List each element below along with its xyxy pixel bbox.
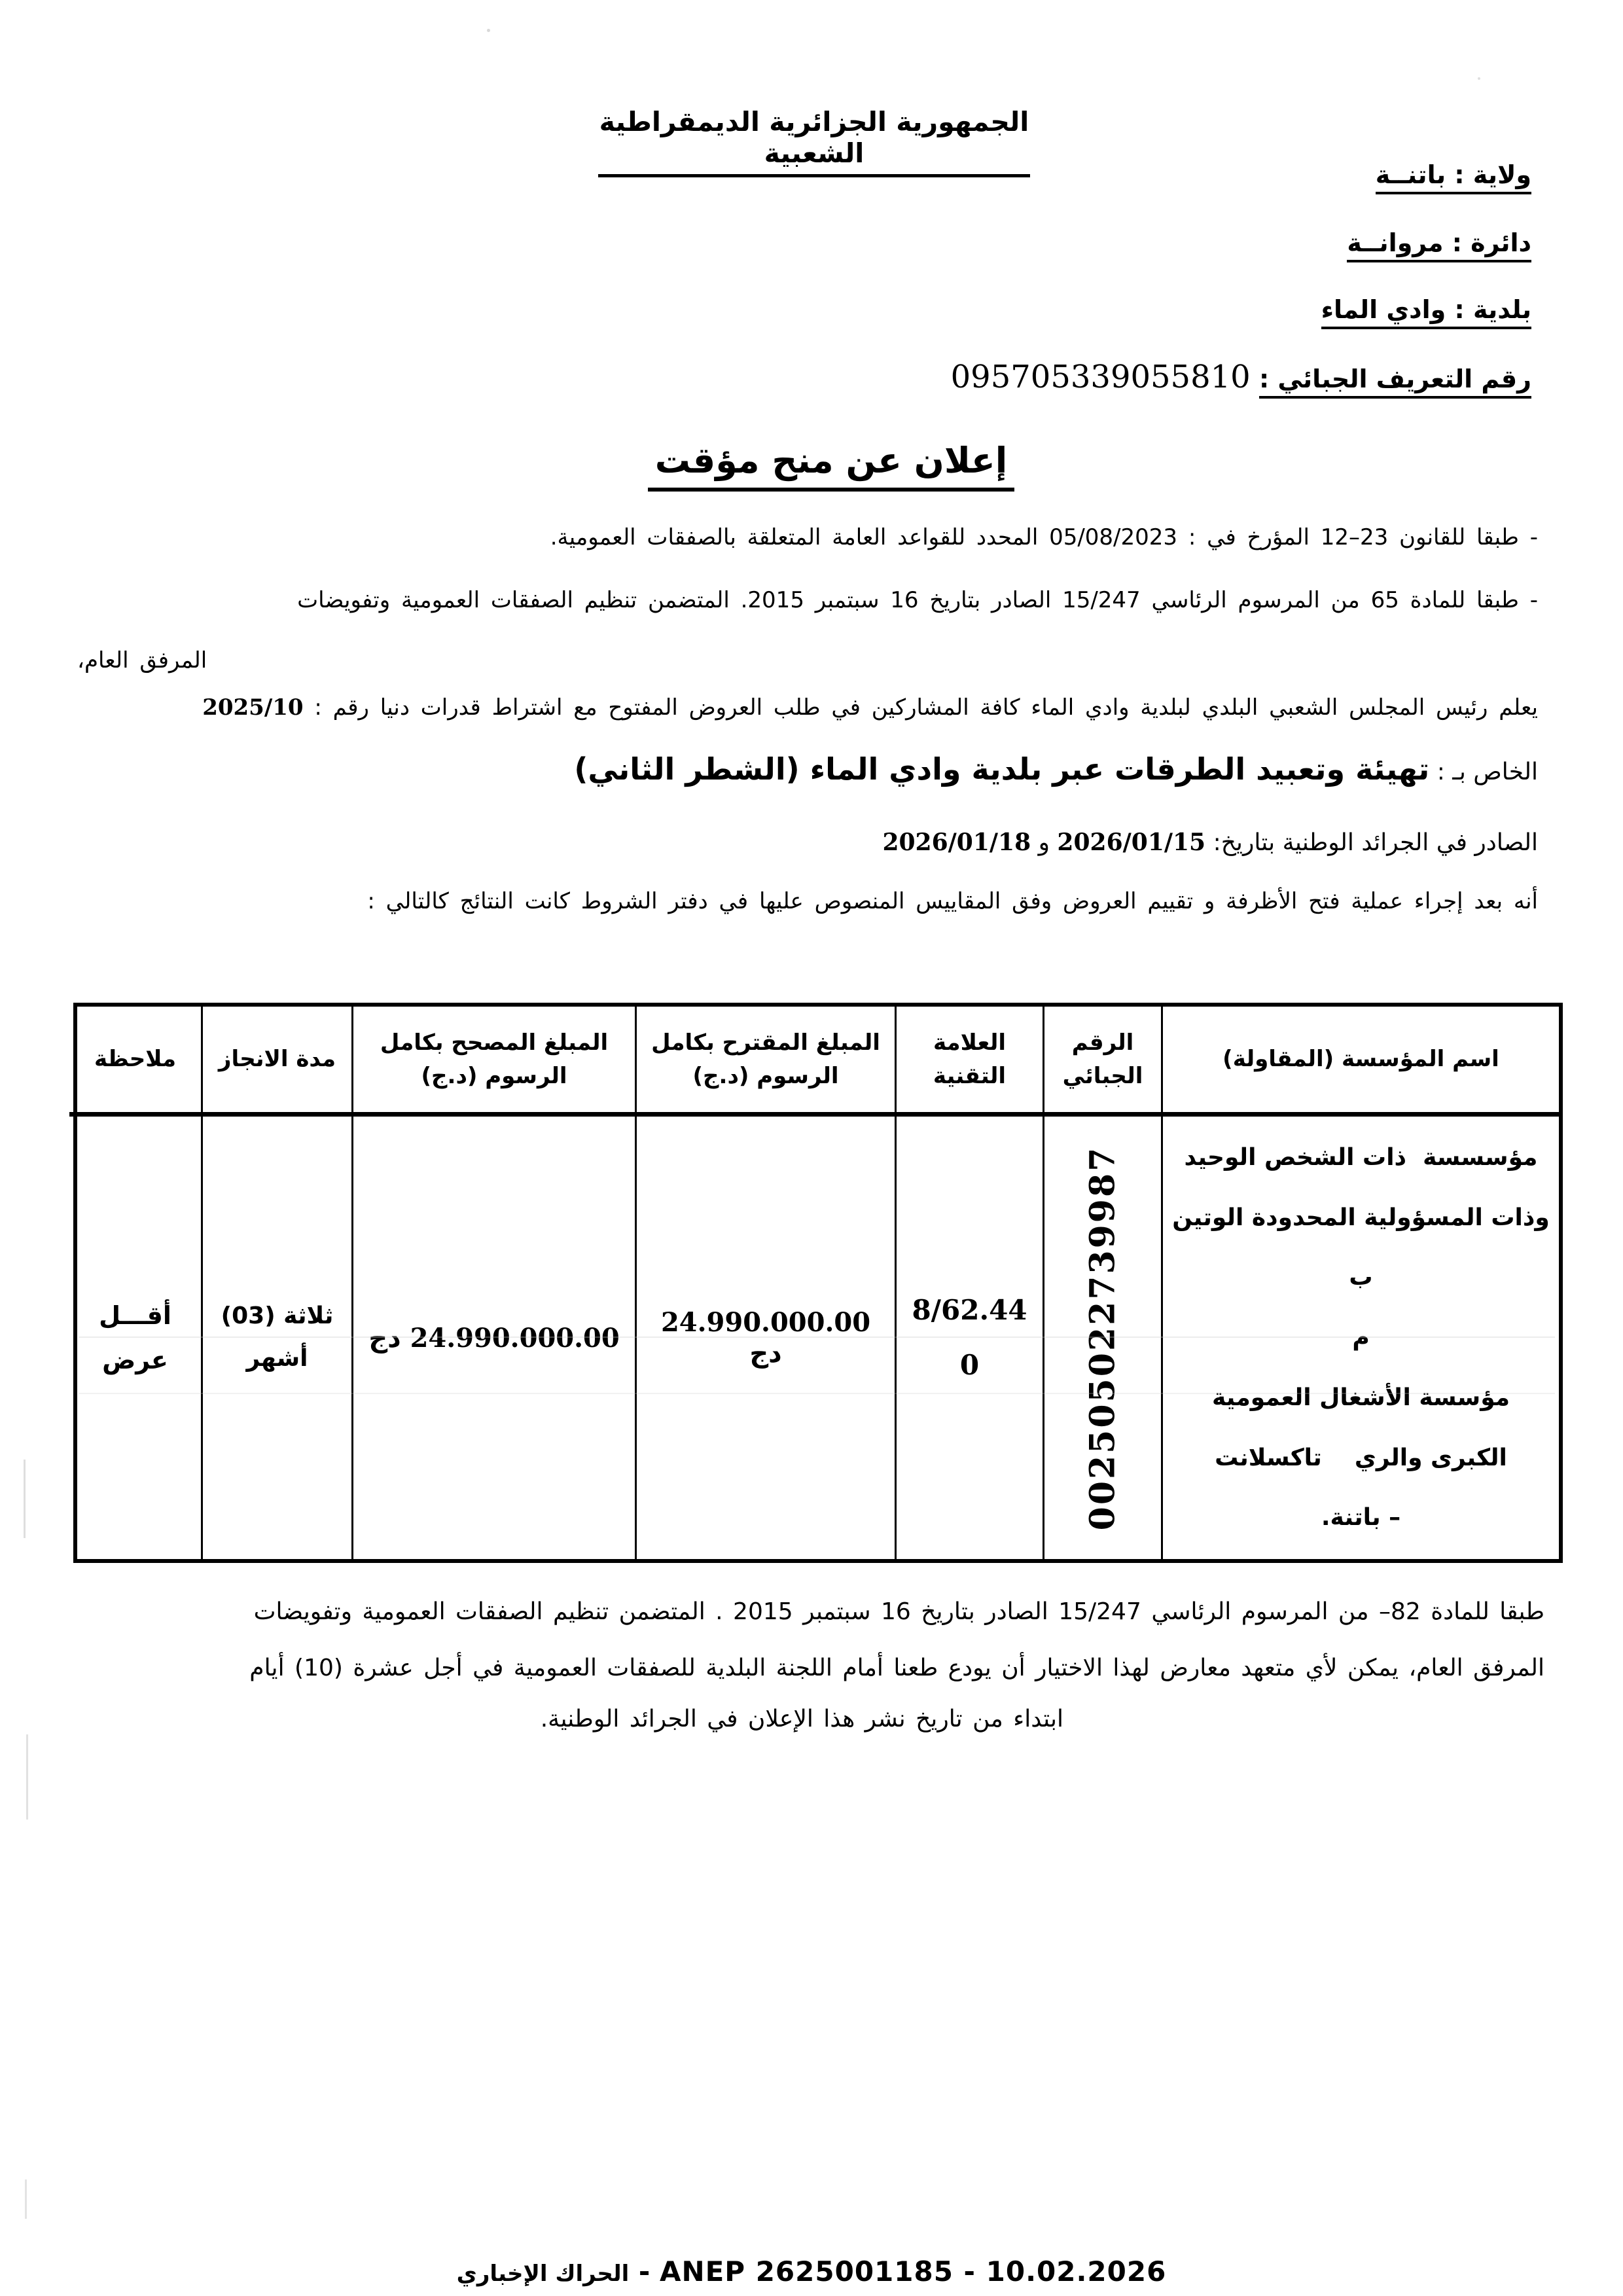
cell-fiscal-number xyxy=(1043,1117,1161,1559)
tax-id-line xyxy=(951,359,1531,395)
tax-id-value: 095705339055810 xyxy=(950,359,1251,395)
page-title: إعلان عن منح مؤقت xyxy=(648,440,1014,492)
footer-agency-name: الحراك الإخباري xyxy=(456,2261,630,2287)
appeal-line-3: ابتداء من تاريخ نشر هذا الإعلان في الجرائد الوطنية. xyxy=(540,1706,1063,1732)
publication-label: الصادر في الجرائد الوطنية بتاريخ: xyxy=(1213,829,1538,856)
header-cell-proposed-amount: المبلغ المقترح بكامل الرسوم (د.ج) xyxy=(635,1007,895,1117)
scan-artifact xyxy=(26,1734,28,1820)
company-name-line-4: مؤسسة الأشغال العمومية xyxy=(1211,1384,1510,1411)
publication-date-2: 2026/01/18 xyxy=(882,829,1031,856)
announcement-line xyxy=(202,694,1538,722)
republic-header: الجمهورية الجزائرية الديمقراطية الشعبية xyxy=(598,106,1030,177)
footer-separator: - xyxy=(629,2255,660,2287)
header-cell-technical-score: العلامة التقنية xyxy=(895,1007,1043,1117)
publication-date-1: 2026/01/15 xyxy=(1057,829,1206,856)
results-table xyxy=(73,1003,1563,1563)
scan-artifact xyxy=(487,29,490,32)
publication-conjunction: و xyxy=(1038,829,1050,856)
appeal-line-2: المرفق العام، يمكن لأي متعهد معارض لهذا الاختيار أن يودع طعنا أمام اللجنة البلدية للصفقات العمومية في أجل عشرة (10) أيام xyxy=(249,1655,1544,1681)
law-bullet-1: - طبقا للقانون 23–12 المؤرخ في : 05/08/2023 المحدد للقواعد العامة المتعلقة بالصفقات العمومية. xyxy=(550,524,1538,550)
daira-line xyxy=(1347,229,1531,258)
announcement-text: يعلم رئيس المجلس الشعبي البلدي لبلدية وادي الماء كافة المشاركين في طلب العروض المفتوح مع اشتراط قدرات دنيا رقم : xyxy=(314,694,1538,721)
footer-anep-reference: ANEP 2625001185 - 10.02.2026 xyxy=(659,2255,1167,2287)
fiscal-number-rotated: 002505022739987 xyxy=(1082,1145,1123,1530)
company-name-line-1: مؤسسسة ذات الشخص الوحيد xyxy=(1184,1143,1538,1171)
scan-artifact xyxy=(1478,77,1480,80)
cell-corrected-amount: 24.990.000.00 دج xyxy=(351,1117,635,1559)
law-bullet-2-continuation: المرفق العام، xyxy=(77,647,207,673)
wilaya-line xyxy=(1376,161,1531,190)
company-name-line-3: م xyxy=(1352,1324,1370,1352)
company-name-line-2: وذات المسؤولية المحدودة الوتين ب xyxy=(1164,1204,1550,1291)
remark-line-1: أقـــل xyxy=(99,1300,171,1330)
cell-remark xyxy=(69,1117,201,1559)
scan-artifact xyxy=(79,1336,1555,1338)
technical-score-line-2: 0 xyxy=(959,1349,980,1381)
scan-artifact xyxy=(79,1393,1555,1394)
commune-line xyxy=(1321,296,1531,325)
commune-text: بلدية : وادي الماء xyxy=(1321,295,1531,329)
company-name-line-6: – باتنة. xyxy=(1321,1504,1401,1532)
header-cell-remark: ملاحظة xyxy=(69,1007,201,1117)
daira-text: دائرة : مروانــة xyxy=(1347,228,1531,262)
scan-artifact xyxy=(25,2179,27,2219)
technical-score-line-1: 8/62.44 xyxy=(912,1294,1027,1326)
subject-label: الخاص بـ : xyxy=(1436,759,1538,785)
scan-artifact xyxy=(24,1460,26,1538)
header-cell-corrected-amount: المبلغ المصحح بكامل الرسوم (د.ج) xyxy=(351,1007,635,1117)
duration-line-2: أشهر xyxy=(246,1345,308,1372)
remark-line-2: عرض xyxy=(102,1346,168,1374)
duration-line-1: ثلاثة (03) xyxy=(221,1302,334,1330)
appeal-line-1: طبقا للمادة 82– من المرسوم الرئاسي 15/247 الصادر بتاريخ 16 سبتمبر 2015 . المتضمن تنظيم الصفقات العمومية وتفويضات xyxy=(253,1598,1544,1625)
cell-proposed-amount: 24.990.000.00 دج xyxy=(635,1117,895,1559)
announcement-tender-number: 2025/10 xyxy=(202,694,304,721)
cell-technical-score xyxy=(895,1117,1043,1559)
subject-value: تهيئة وتعبيد الطرقات عبر بلدية وادي الماء (الشطر الثاني) xyxy=(574,751,1430,787)
footer-reference-line xyxy=(0,2255,1623,2287)
results-intro-line: أنه بعد إجراء عملية فتح الأظرفة و تقييم العروض وفق المقاييس المنصوص عليها في دفتر الشروط كانت النتائج كالتالي : xyxy=(367,888,1538,914)
law-bullet-2: - طبقا للمادة 65 من المرسوم الرئاسي 15/247 الصادر بتاريخ 16 سبتمبر 2015. المتضمن تنظيم الصفقات العمومية وتفويضات xyxy=(297,587,1538,613)
header-cell-duration: مدة الانجاز xyxy=(201,1007,351,1117)
header-cell-company-name: اسم المؤسسة (المقاولة) xyxy=(1161,1007,1559,1117)
publication-line xyxy=(882,829,1538,856)
company-name-line-5: الكبرى والري تاكسلانت xyxy=(1215,1444,1507,1471)
cell-company-name xyxy=(1161,1117,1559,1559)
header-cell-fiscal-number: الرقم الجبائي xyxy=(1043,1007,1161,1117)
tax-id-label: رقم التعريف الجبائي : xyxy=(1259,365,1531,399)
cell-duration xyxy=(201,1117,351,1559)
wilaya-text: ولاية : باتنــة xyxy=(1376,160,1531,194)
subject-line xyxy=(574,751,1538,787)
